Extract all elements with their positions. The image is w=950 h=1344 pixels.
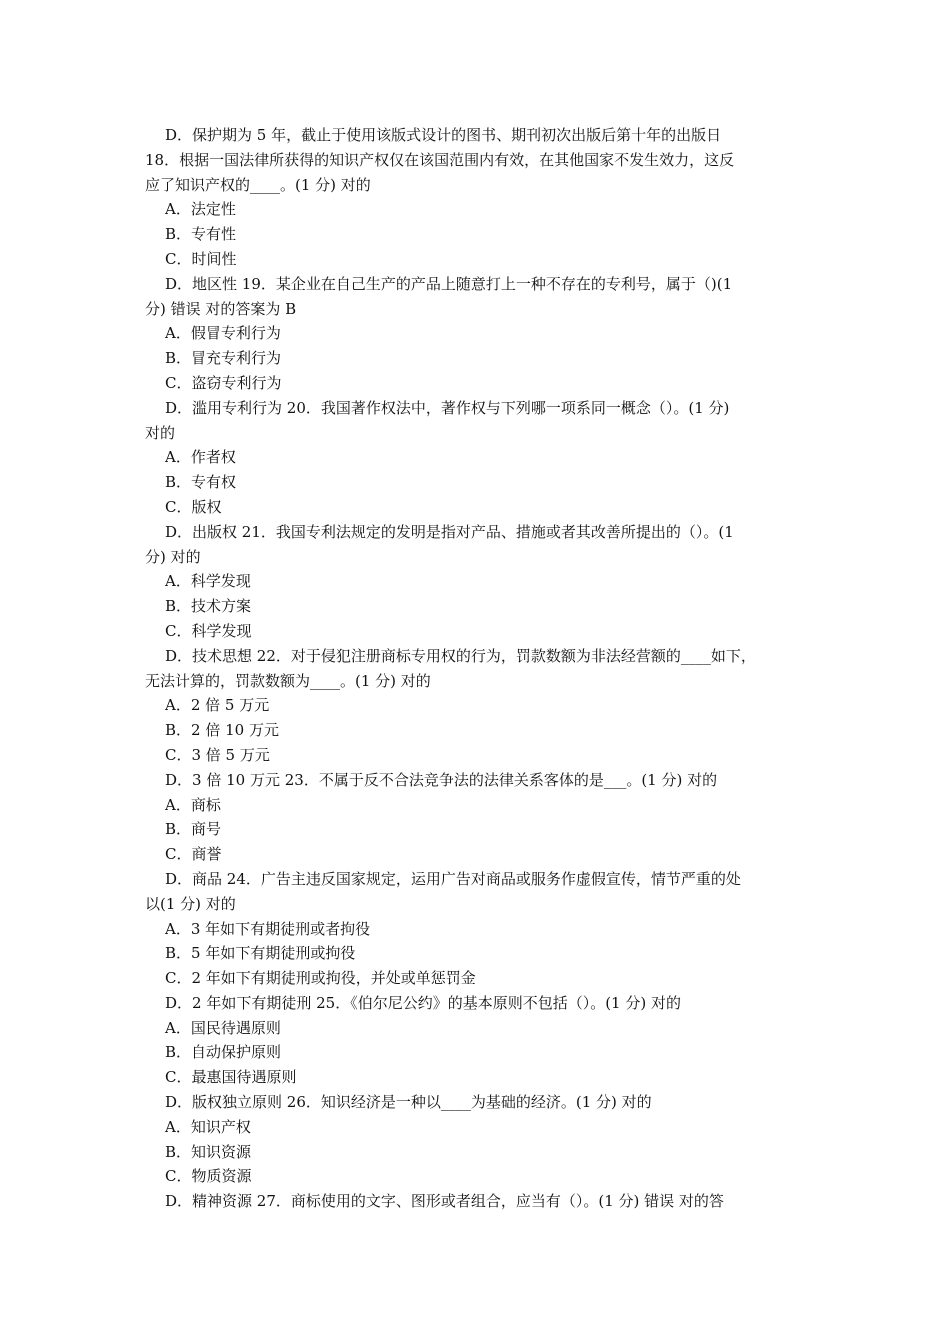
text-line: C．2 年如下有期徒刑或拘役，并处或单惩罚金 bbox=[165, 969, 476, 988]
text-line: A．知识产权 bbox=[165, 1117, 251, 1136]
text-line: A．科学发现 bbox=[165, 572, 251, 591]
text-line: A．法定性 bbox=[165, 200, 236, 219]
text-line: 对的 bbox=[145, 423, 176, 442]
text-line: A．商标 bbox=[165, 795, 221, 814]
text-line: C．最惠国待遇原则 bbox=[165, 1068, 297, 1087]
text-line: 分) 错误 对的答案为 B bbox=[145, 299, 297, 318]
text-line: C．版权 bbox=[165, 497, 222, 516]
text-line: D．商品 24．广告主违反国家规定，运用广告对商品或服务作虚假宣传，情节严重的处 bbox=[165, 869, 741, 888]
text-line: C．物质资源 bbox=[165, 1167, 252, 1186]
text-line: B．专有性 bbox=[165, 225, 237, 244]
text-line: D．出版权 21．我国专利法规定的发明是指对产品、措施或者其改善所提出的（）。(1 bbox=[165, 522, 734, 541]
text-line: B．自动保护原则 bbox=[165, 1043, 282, 1062]
text-line: 应了知识产权的____。(1 分) 对的 bbox=[145, 175, 371, 194]
text-line: A．假冒专利行为 bbox=[165, 324, 281, 343]
text-line: D．3 倍 10 万元 23．不属于反不合法竞争法的法律关系客体的是___。(1 分) 对的 bbox=[165, 770, 718, 789]
document-body bbox=[145, 123, 810, 1214]
text-line: D．地区性 19．某企业在自己生产的产品上随意打上一种不存在的专利号，属于（)(1 bbox=[165, 274, 733, 293]
text-line: A．2 倍 5 万元 bbox=[165, 696, 270, 715]
text-line: B．商号 bbox=[165, 820, 222, 839]
text-line: D．2 年如下有期徒刑 25．《伯尔尼公约》的基本原则不包括（）。(1 分) 对的 bbox=[165, 993, 681, 1012]
text-line: B．技术方案 bbox=[165, 597, 252, 616]
text-line: D．版权独立原则 26．知识经济是一种以____为基础的经济。(1 分) 对的 bbox=[165, 1093, 652, 1112]
text-line: D．滥用专利行为 20．我国著作权法中，著作权与下列哪一项系同一概念（）。(1 分) bbox=[165, 398, 730, 417]
text-line: A．3 年如下有期徒刑或者拘役 bbox=[165, 919, 371, 938]
text-line: B．2 倍 10 万元 bbox=[165, 721, 279, 740]
text-line: C．时间性 bbox=[165, 249, 237, 268]
text-line: B．知识资源 bbox=[165, 1142, 252, 1161]
text-line: D．精神资源 27．商标使用的文字、图形或者组合，应当有（）。(1 分) 错误 对的答 bbox=[165, 1192, 724, 1211]
text-line: C．科学发现 bbox=[165, 621, 252, 640]
text-line: 以(1 分) 对的 bbox=[145, 894, 236, 913]
text-line: B．5 年如下有期徒刑或拘役 bbox=[165, 944, 356, 963]
text-line: D．保护期为 5 年，截止于使用该版式设计的图书、期刊初次出版后第十年的出版日 bbox=[165, 126, 722, 144]
text-line: D．技术思想 22．对于侵犯注册商标专用权的行为，罚款数额为非法经营额的____如下， bbox=[165, 646, 756, 665]
text-line: C．3 倍 5 万元 bbox=[165, 745, 270, 764]
text-line: B．冒充专利行为 bbox=[165, 349, 282, 368]
text-line: A．国民待遇原则 bbox=[165, 1018, 281, 1037]
text-line: C．盗窃专利行为 bbox=[165, 373, 282, 392]
text-line: 无法计算的，罚款数额为____。(1 分) 对的 bbox=[145, 671, 431, 690]
text-line: A．作者权 bbox=[165, 448, 236, 467]
text-line: C．商誉 bbox=[165, 845, 222, 864]
text-line: B．专有权 bbox=[165, 473, 237, 492]
text-line: 分) 对的 bbox=[145, 547, 201, 566]
text-line: 18．根据一国法律所获得的知识产权仅在该国范围内有效，在其他国家不发生效力，这反 bbox=[145, 150, 735, 169]
